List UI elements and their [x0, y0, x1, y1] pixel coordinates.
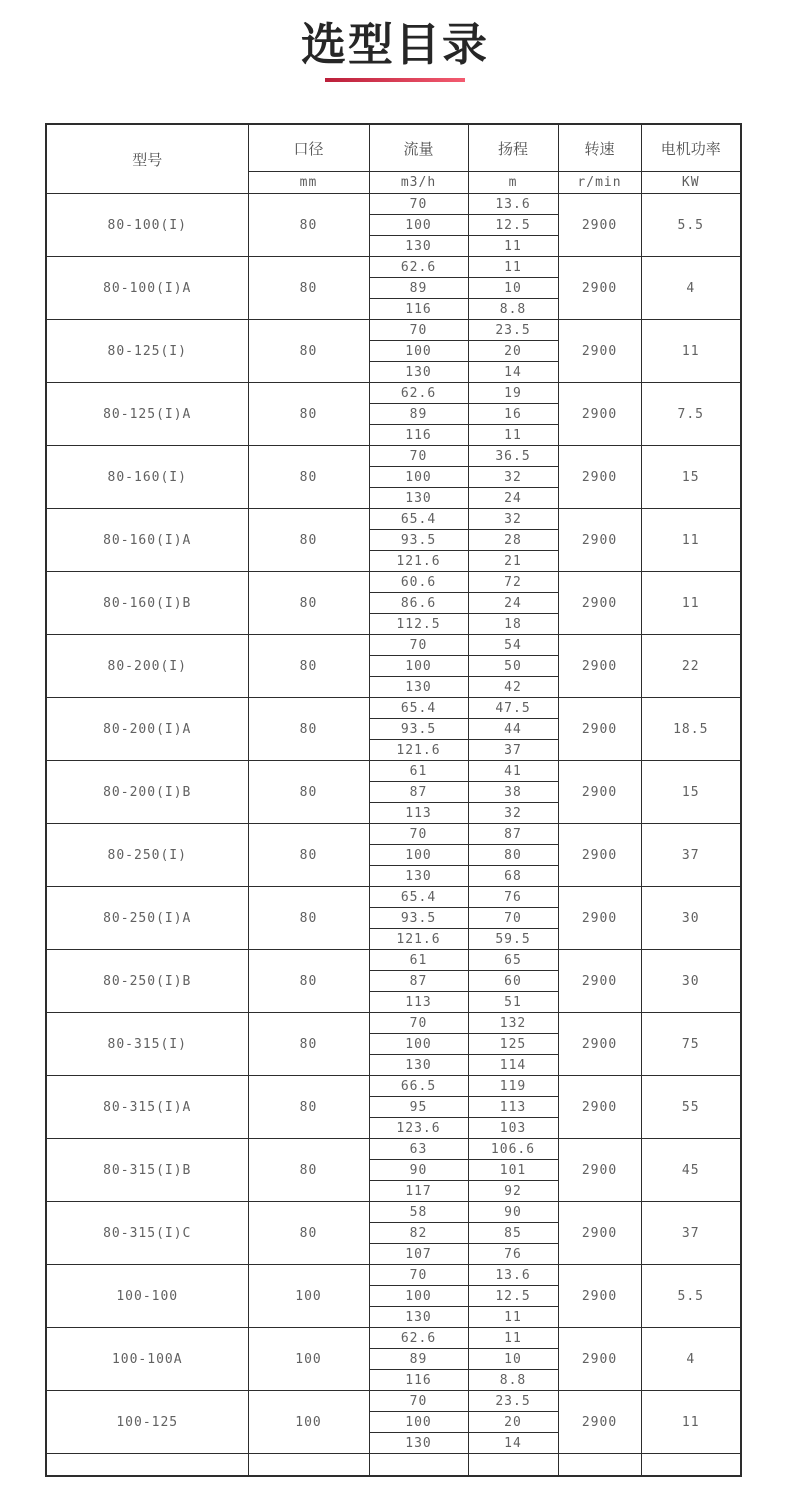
flow-cell: 116: [369, 299, 468, 320]
col-header-speed: 转速: [558, 124, 641, 172]
flow-cell: 70: [369, 1013, 468, 1034]
head-cell: 11: [468, 257, 558, 278]
flow-cell: 65.4: [369, 698, 468, 719]
head-cell: 19: [468, 383, 558, 404]
head-cell: 44: [468, 719, 558, 740]
speed-cell: 2900: [558, 383, 641, 446]
head-cell: 114: [468, 1055, 558, 1076]
power-cell: 45: [641, 1139, 741, 1202]
head-cell: 18: [468, 614, 558, 635]
head-cell: 60: [468, 971, 558, 992]
flow-cell: 107: [369, 1244, 468, 1265]
head-cell: 113: [468, 1097, 558, 1118]
table-row: [46, 1265, 741, 1286]
power-cell: 22: [641, 635, 741, 698]
table-row: [46, 194, 741, 215]
model-cell: 80-315(I)A: [46, 1076, 248, 1139]
flow-cell: 100: [369, 845, 468, 866]
flow-cell: 100: [369, 1286, 468, 1307]
power-cell: 15: [641, 446, 741, 509]
speed-cell: 2900: [558, 698, 641, 761]
table-row: [46, 257, 741, 278]
table-header: [46, 124, 741, 194]
head-cell: 37: [468, 740, 558, 761]
model-cell: 80-125(I)A: [46, 383, 248, 446]
speed-cell: 2900: [558, 887, 641, 950]
head-cell: 68: [468, 866, 558, 887]
flow-cell: 62.6: [369, 257, 468, 278]
head-cell: 11: [468, 236, 558, 257]
speed-cell: 2900: [558, 1076, 641, 1139]
diameter-cell: 80: [248, 824, 369, 887]
head-cell: 65: [468, 950, 558, 971]
flow-cell: 100: [369, 1412, 468, 1433]
flow-cell: 130: [369, 677, 468, 698]
flow-cell: 116: [369, 425, 468, 446]
speed-cell: 2900: [558, 509, 641, 572]
flow-cell: 121.6: [369, 929, 468, 950]
speed-cell: 2900: [558, 1265, 641, 1328]
flow-cell: 121.6: [369, 740, 468, 761]
flow-cell: 113: [369, 803, 468, 824]
power-cell: 11: [641, 1391, 741, 1454]
head-cell: 101: [468, 1160, 558, 1181]
speed-cell: 2900: [558, 635, 641, 698]
diameter-cell: 80: [248, 320, 369, 383]
flow-cell: 100: [369, 467, 468, 488]
head-cell: 54: [468, 635, 558, 656]
diameter-cell: 80: [248, 572, 369, 635]
flow-cell: 87: [369, 971, 468, 992]
power-cell: 4: [641, 257, 741, 320]
col-header-power: 电机功率: [641, 124, 741, 172]
flow-cell: 95: [369, 1097, 468, 1118]
model-cell: 80-160(I): [46, 446, 248, 509]
head-cell: 11: [468, 1307, 558, 1328]
diameter-cell: 100: [248, 1328, 369, 1391]
flow-cell: 62.6: [369, 383, 468, 404]
page-title: 选型目录: [300, 18, 489, 71]
col-header-diameter: 口径: [248, 124, 369, 172]
head-cell: 47.5: [468, 698, 558, 719]
flow-cell: 93.5: [369, 719, 468, 740]
head-cell: 32: [468, 467, 558, 488]
head-cell: 50: [468, 656, 558, 677]
table-row: [46, 509, 741, 530]
head-cell: 12.5: [468, 215, 558, 236]
head-cell: 92: [468, 1181, 558, 1202]
diameter-cell: 80: [248, 761, 369, 824]
table-row: [46, 1139, 741, 1160]
model-cell: 80-200(I)A: [46, 698, 248, 761]
model-cell: 100-100A: [46, 1328, 248, 1391]
table-row: [46, 1328, 741, 1349]
flow-cell: 70: [369, 635, 468, 656]
catalog-page: [0, 18, 790, 1477]
head-cell: 42: [468, 677, 558, 698]
model-cell: 80-100(I)A: [46, 257, 248, 320]
flow-cell: 93.5: [369, 908, 468, 929]
power-cell: 11: [641, 320, 741, 383]
col-header-head: 扬程: [468, 124, 558, 172]
power-cell: 15: [641, 761, 741, 824]
head-cell: 119: [468, 1076, 558, 1097]
power-cell: 5.5: [641, 194, 741, 257]
head-cell: 20: [468, 1412, 558, 1433]
flow-cell: 130: [369, 1307, 468, 1328]
head-cell: 13.6: [468, 1265, 558, 1286]
flow-cell: 100: [369, 341, 468, 362]
model-cell: 80-160(I)A: [46, 509, 248, 572]
table-row: [46, 887, 741, 908]
diameter-cell: 80: [248, 257, 369, 320]
diameter-cell: 100: [248, 1391, 369, 1454]
model-cell: 100-100: [46, 1265, 248, 1328]
table-row: [46, 383, 741, 404]
model-cell: 80-100(I): [46, 194, 248, 257]
power-cell: 11: [641, 572, 741, 635]
flow-cell: 66.5: [369, 1076, 468, 1097]
table-row: [46, 1391, 741, 1412]
head-cell: 70: [468, 908, 558, 929]
speed-cell: 2900: [558, 320, 641, 383]
head-cell: 59.5: [468, 929, 558, 950]
power-cell: 5.5: [641, 1265, 741, 1328]
diameter-cell: 80: [248, 1076, 369, 1139]
table-row: [46, 635, 741, 656]
flow-cell: 130: [369, 362, 468, 383]
flow-cell: 123.6: [369, 1118, 468, 1139]
diameter-cell: 80: [248, 446, 369, 509]
head-cell: 8.8: [468, 299, 558, 320]
head-cell: 10: [468, 278, 558, 299]
flow-cell: 130: [369, 1433, 468, 1454]
flow-cell: 130: [369, 236, 468, 257]
head-cell: 13.6: [468, 194, 558, 215]
table-cell-empty: [248, 1454, 369, 1477]
unit-diameter: mm: [248, 172, 369, 194]
table-cell-empty: [46, 1454, 248, 1477]
flow-cell: 82: [369, 1223, 468, 1244]
head-cell: 125: [468, 1034, 558, 1055]
head-cell: 24: [468, 488, 558, 509]
table-row: [46, 1076, 741, 1097]
head-cell: 32: [468, 803, 558, 824]
model-cell: 80-160(I)B: [46, 572, 248, 635]
table-body: [46, 194, 741, 1477]
head-cell: 23.5: [468, 1391, 558, 1412]
speed-cell: 2900: [558, 194, 641, 257]
diameter-cell: 80: [248, 1202, 369, 1265]
power-cell: 18.5: [641, 698, 741, 761]
flow-cell: 61: [369, 761, 468, 782]
power-cell: 37: [641, 824, 741, 887]
flow-cell: 70: [369, 1265, 468, 1286]
table-cell-empty: [369, 1454, 468, 1477]
table-row: [46, 320, 741, 341]
head-cell: 12.5: [468, 1286, 558, 1307]
model-cell: 80-315(I)C: [46, 1202, 248, 1265]
table-cell-empty: [641, 1454, 741, 1477]
speed-cell: 2900: [558, 257, 641, 320]
speed-cell: 2900: [558, 1013, 641, 1076]
pump-selection-table: [45, 123, 742, 1477]
diameter-cell: 80: [248, 1139, 369, 1202]
col-header-model: 型号: [46, 124, 248, 194]
speed-cell: 2900: [558, 761, 641, 824]
speed-cell: 2900: [558, 1328, 641, 1391]
head-cell: 11: [468, 425, 558, 446]
speed-cell: 2900: [558, 1139, 641, 1202]
head-cell: 28: [468, 530, 558, 551]
speed-cell: 2900: [558, 446, 641, 509]
flow-cell: 86.6: [369, 593, 468, 614]
table-cell-empty: [468, 1454, 558, 1477]
model-cell: 80-200(I): [46, 635, 248, 698]
head-cell: 76: [468, 1244, 558, 1265]
table-row: [46, 1013, 741, 1034]
flow-cell: 112.5: [369, 614, 468, 635]
power-cell: 37: [641, 1202, 741, 1265]
power-cell: 75: [641, 1013, 741, 1076]
flow-cell: 65.4: [369, 887, 468, 908]
model-cell: 80-200(I)B: [46, 761, 248, 824]
model-cell: 80-315(I)B: [46, 1139, 248, 1202]
head-cell: 16: [468, 404, 558, 425]
unit-flow: m3/h: [369, 172, 468, 194]
diameter-cell: 80: [248, 509, 369, 572]
flow-cell: 89: [369, 1349, 468, 1370]
header-row-titles: [46, 124, 741, 172]
title-underline-decoration: [325, 78, 465, 82]
flow-cell: 121.6: [369, 551, 468, 572]
model-cell: 80-250(I)B: [46, 950, 248, 1013]
table-row: [46, 950, 741, 971]
flow-cell: 62.6: [369, 1328, 468, 1349]
flow-cell: 70: [369, 1391, 468, 1412]
head-cell: 24: [468, 593, 558, 614]
table-row: [46, 446, 741, 467]
flow-cell: 89: [369, 278, 468, 299]
flow-cell: 100: [369, 656, 468, 677]
model-cell: 80-250(I): [46, 824, 248, 887]
diameter-cell: 100: [248, 1265, 369, 1328]
head-cell: 36.5: [468, 446, 558, 467]
head-cell: 85: [468, 1223, 558, 1244]
flow-cell: 58: [369, 1202, 468, 1223]
table-row: [46, 698, 741, 719]
head-cell: 87: [468, 824, 558, 845]
flow-cell: 130: [369, 488, 468, 509]
unit-speed: r/min: [558, 172, 641, 194]
diameter-cell: 80: [248, 887, 369, 950]
power-cell: 11: [641, 509, 741, 572]
table-row: [46, 761, 741, 782]
head-cell: 14: [468, 362, 558, 383]
unit-power: KW: [641, 172, 741, 194]
head-cell: 103: [468, 1118, 558, 1139]
flow-cell: 70: [369, 824, 468, 845]
power-cell: 4: [641, 1328, 741, 1391]
flow-cell: 60.6: [369, 572, 468, 593]
speed-cell: 2900: [558, 824, 641, 887]
flow-cell: 87: [369, 782, 468, 803]
power-cell: 55: [641, 1076, 741, 1139]
flow-cell: 100: [369, 1034, 468, 1055]
model-cell: 80-125(I): [46, 320, 248, 383]
diameter-cell: 80: [248, 1013, 369, 1076]
head-cell: 72: [468, 572, 558, 593]
flow-cell: 117: [369, 1181, 468, 1202]
diameter-cell: 80: [248, 950, 369, 1013]
table-row: [46, 572, 741, 593]
flow-cell: 90: [369, 1160, 468, 1181]
power-cell: 30: [641, 950, 741, 1013]
head-cell: 21: [468, 551, 558, 572]
flow-cell: 70: [369, 194, 468, 215]
diameter-cell: 80: [248, 383, 369, 446]
unit-head: m: [468, 172, 558, 194]
model-cell: 100-125: [46, 1391, 248, 1454]
speed-cell: 2900: [558, 572, 641, 635]
head-cell: 80: [468, 845, 558, 866]
flow-cell: 70: [369, 320, 468, 341]
model-cell: 80-315(I): [46, 1013, 248, 1076]
flow-cell: 130: [369, 1055, 468, 1076]
partial-clipped-row: [46, 1454, 741, 1477]
diameter-cell: 80: [248, 635, 369, 698]
head-cell: 41: [468, 761, 558, 782]
flow-cell: 130: [369, 866, 468, 887]
head-cell: 20: [468, 341, 558, 362]
head-cell: 10: [468, 1349, 558, 1370]
speed-cell: 2900: [558, 950, 641, 1013]
speed-cell: 2900: [558, 1202, 641, 1265]
flow-cell: 70: [369, 446, 468, 467]
col-header-flow: 流量: [369, 124, 468, 172]
head-cell: 90: [468, 1202, 558, 1223]
head-cell: 11: [468, 1328, 558, 1349]
head-cell: 51: [468, 992, 558, 1013]
table-row: [46, 1202, 741, 1223]
model-cell: 80-250(I)A: [46, 887, 248, 950]
speed-cell: 2900: [558, 1391, 641, 1454]
head-cell: 106.6: [468, 1139, 558, 1160]
head-cell: 14: [468, 1433, 558, 1454]
head-cell: 23.5: [468, 320, 558, 341]
flow-cell: 61: [369, 950, 468, 971]
flow-cell: 65.4: [369, 509, 468, 530]
flow-cell: 63: [369, 1139, 468, 1160]
head-cell: 32: [468, 509, 558, 530]
flow-cell: 89: [369, 404, 468, 425]
diameter-cell: 80: [248, 698, 369, 761]
head-cell: 132: [468, 1013, 558, 1034]
diameter-cell: 80: [248, 194, 369, 257]
head-cell: 8.8: [468, 1370, 558, 1391]
flow-cell: 116: [369, 1370, 468, 1391]
flow-cell: 100: [369, 215, 468, 236]
power-cell: 30: [641, 887, 741, 950]
flow-cell: 113: [369, 992, 468, 1013]
power-cell: 7.5: [641, 383, 741, 446]
flow-cell: 93.5: [369, 530, 468, 551]
table-cell-empty: [558, 1454, 641, 1477]
head-cell: 38: [468, 782, 558, 803]
head-cell: 76: [468, 887, 558, 908]
table-row: [46, 824, 741, 845]
